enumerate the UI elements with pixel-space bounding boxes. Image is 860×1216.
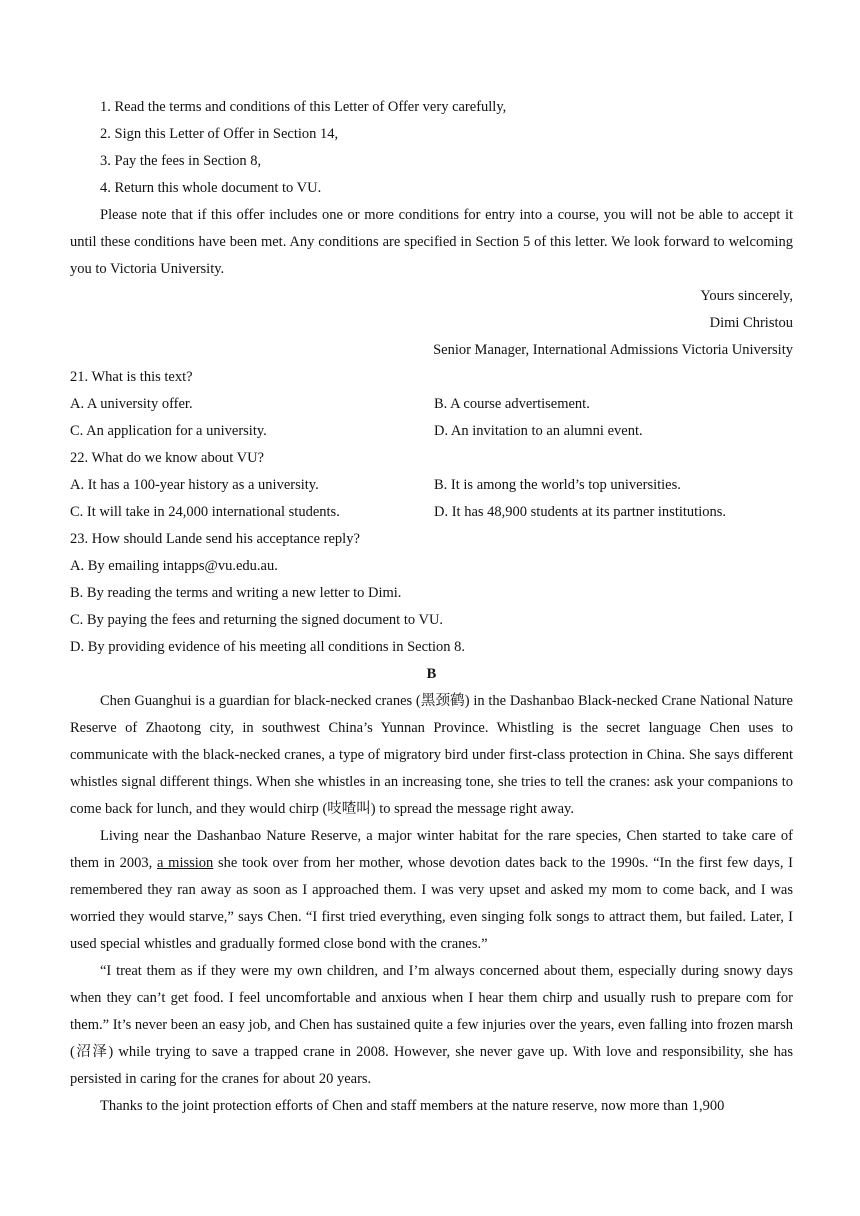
q21-option-c: C. An application for a university. bbox=[70, 423, 267, 439]
question-22-stem: 22. What do we know about VU? bbox=[70, 450, 264, 466]
question-23-stem: 23. How should Lande send his acceptance reply? bbox=[70, 531, 360, 547]
question-21-options-row-2 bbox=[70, 418, 793, 445]
q23-option-b: B. By reading the terms and writing a new letter to Dimi. bbox=[70, 585, 402, 601]
section-b-paragraph-1: Chen Guanghui is a guardian for black-necked cranes (黑颈鹤) in the Dashanbao Black-necked Crane National Nature Reserve of Zhaotong city, in southwest China’s Yunnan Province. Whistling is the secret language Chen uses to communicate with the black-necked cranes, a type of migratory bird under first-class protection in China. She says different whistles signal different things. When she whistles in an increasing tone, she tries to tell the cranes: ask your companions to come back for lunch, and they would chirp (吱喳叫) to spread the message right away. bbox=[70, 693, 793, 817]
q21-option-b: B. A course advertisement. bbox=[434, 396, 590, 412]
q22-option-a: A. It has a 100-year history as a university. bbox=[70, 477, 319, 493]
section-b-paragraph-2 bbox=[70, 823, 793, 958]
q21-option-d: D. An invitation to an alumni event. bbox=[434, 423, 643, 439]
note-paragraph: Please note that if this offer includes one or more conditions for entry into a course, you will not be able to accept it until these conditions have been met. Any conditions are specified in Section 5 of this letter. We look forward to welcoming you to Victoria University. bbox=[70, 207, 793, 277]
signoff-title: Senior Manager, International Admissions Victoria University bbox=[433, 342, 793, 358]
step-4: 4. Return this whole document to VU. bbox=[100, 180, 322, 196]
q22-option-c: C. It will take in 24,000 international students. bbox=[70, 504, 340, 520]
question-22-options-row-2 bbox=[70, 499, 793, 526]
step-2: 2. Sign this Letter of Offer in Section 14, bbox=[100, 126, 339, 142]
question-21-options-row-1 bbox=[70, 391, 793, 418]
step-3: 3. Pay the fees in Section 8, bbox=[100, 153, 262, 169]
section-b-heading: B bbox=[426, 666, 437, 682]
p2-underlined-phrase: a mission bbox=[157, 855, 214, 871]
q23-option-a: A. By emailing intapps@vu.edu.au. bbox=[70, 558, 278, 574]
p2-text-before: Living near the Dashanbao Nature Reserve, a major winter habitat for the rare species, Chen started to take care of them in 2003, bbox=[70, 828, 793, 871]
signoff-closing: Yours sincerely, bbox=[700, 288, 793, 304]
question-22-options-row-1 bbox=[70, 472, 793, 499]
question-21-stem: 21. What is this text? bbox=[70, 369, 193, 385]
section-b-paragraph-4: Thanks to the joint protection efforts of Chen and staff members at the nature reserve, now more than 1,900 bbox=[100, 1098, 725, 1114]
q23-option-d: D. By providing evidence of his meeting all conditions in Section 8. bbox=[70, 639, 466, 655]
q22-option-d: D. It has 48,900 students at its partner institutions. bbox=[434, 504, 726, 520]
document-page bbox=[70, 94, 793, 1120]
step-1: 1. Read the terms and conditions of this Letter of Offer very carefully, bbox=[100, 99, 507, 115]
section-b-paragraph-3: “I treat them as if they were my own children, and I’m always concerned about them, especially during snowy days when they can’t get food. I feel uncomfortable and anxious when I hear them chirp and usually rush to prepare com for them.” It’s never been an easy job, and Chen has sustained quite a few injuries over the years, even falling into frozen marsh (沼泽) while trying to save a trapped crane in 2008. However, she never gave up. With love and responsibility, she has persisted in caring for the cranes for about 20 years. bbox=[70, 963, 793, 1087]
q22-option-b: B. It is among the world’s top universities. bbox=[434, 477, 681, 493]
signoff-name: Dimi Christou bbox=[709, 315, 793, 331]
p2-text-after: she took over from her mother, whose devotion dates back to the 1990s. “In the first few days, I remembered they ran away as soon as I approached them. I was very upset and asked my mom to come back, and I was worried they would starve,” says Chen. “I first tried everything, even singing folk songs to attract them, but failed. Later, I used special whistles and gradually formed close bond with the cranes.” bbox=[70, 855, 793, 952]
q23-option-c: C. By paying the fees and returning the signed document to VU. bbox=[70, 612, 444, 628]
q21-option-a: A. A university offer. bbox=[70, 396, 193, 412]
